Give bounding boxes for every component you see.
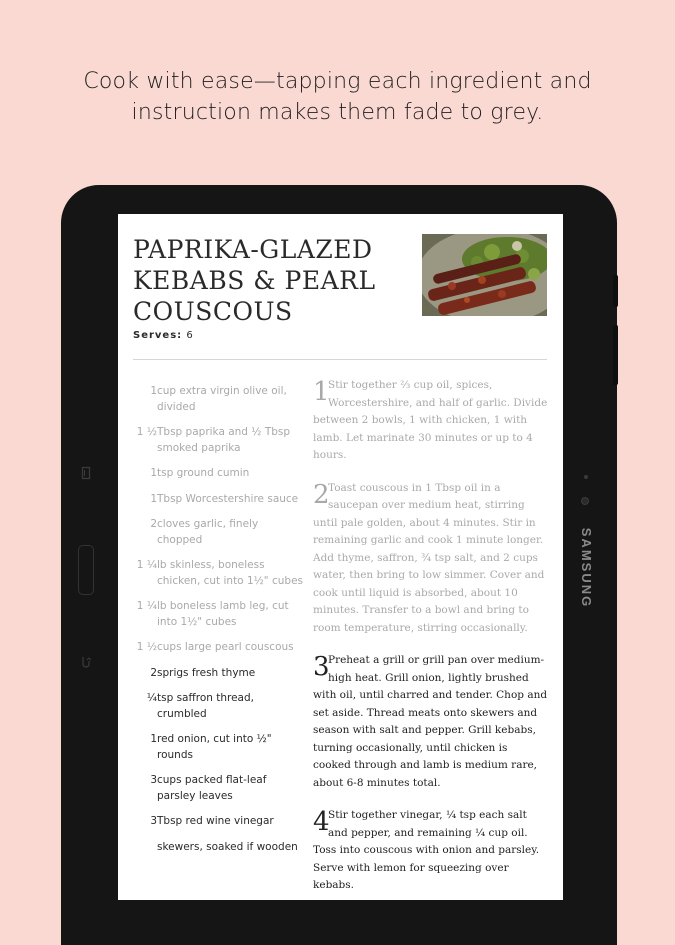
ingredient-item[interactable] bbox=[133, 732, 303, 763]
ingredient-qty: 2 bbox=[150, 666, 157, 679]
ingredient-text: cups large pearl couscous bbox=[157, 641, 294, 653]
recipe-title-line: COUSCOUS bbox=[133, 297, 293, 326]
instructions-list bbox=[313, 377, 548, 900]
ingredient-item[interactable] bbox=[133, 773, 303, 804]
promo-headline bbox=[0, 66, 675, 128]
header-divider bbox=[133, 359, 547, 360]
front-camera bbox=[581, 497, 589, 505]
instruction-step[interactable] bbox=[313, 377, 548, 465]
ingredient-item[interactable] bbox=[133, 666, 303, 682]
ingredient-item[interactable] bbox=[133, 814, 303, 830]
ingredient-item[interactable] bbox=[133, 691, 303, 722]
ingredient-text: skewers, soaked if wooden bbox=[157, 840, 298, 853]
step-text: Stir together ⅔ cup oil, spices, Worcestershire, and half of garlic. Divide between 2 bowls, 1 with chicken, 1 with lamb. Let marinate 30 minutes or up to 4 hours. bbox=[313, 379, 548, 461]
ingredient-text: Tbsp red wine vinegar bbox=[157, 815, 274, 827]
ingredient-text: tsp saffron thread, crumbled bbox=[157, 692, 254, 720]
serves-label: Serves: bbox=[133, 330, 183, 341]
step-number: 4 bbox=[313, 807, 330, 837]
ingredient-text: red onion, cut into ½" rounds bbox=[157, 733, 272, 761]
back-icon[interactable] bbox=[80, 655, 92, 669]
ingredient-text: sprigs fresh thyme bbox=[157, 666, 256, 679]
ingredient-text: Tbsp paprika and ½ Tbsp smoked paprika bbox=[157, 426, 291, 454]
volume-button bbox=[613, 275, 618, 307]
ingredient-qty: 1 ½ bbox=[136, 426, 157, 438]
ingredient-item[interactable] bbox=[133, 517, 303, 548]
recent-apps-icon[interactable] bbox=[81, 466, 91, 480]
recipe-screen bbox=[118, 214, 563, 900]
power-button bbox=[613, 325, 618, 385]
serves-info bbox=[133, 330, 194, 341]
recipe-photo bbox=[422, 234, 547, 316]
ingredient-item[interactable] bbox=[133, 599, 303, 630]
ingredient-text: cloves garlic, finely chopped bbox=[157, 518, 259, 546]
ingredient-qty: 1 ¼ bbox=[136, 559, 157, 571]
ingredient-qty: 1 ½ bbox=[136, 641, 157, 653]
recipe-title-line: KEBABS & PEARL bbox=[133, 266, 376, 295]
ingredient-text: lb skinless, boneless chicken, cut into 1½" cubes bbox=[157, 559, 303, 587]
ingredient-qty: 1 ¼ bbox=[136, 600, 157, 612]
ingredient-item[interactable] bbox=[133, 425, 303, 456]
instruction-step[interactable] bbox=[313, 652, 548, 792]
ingredient-qty: ¼ bbox=[146, 692, 157, 704]
recipe-title bbox=[133, 234, 403, 327]
ingredient-item[interactable] bbox=[133, 466, 303, 482]
home-button[interactable] bbox=[78, 545, 94, 595]
brand-logo: SAMSUNG bbox=[579, 527, 594, 609]
ingredient-item[interactable] bbox=[133, 384, 303, 415]
ingredient-text: lb boneless lamb leg, cut into 1½" cubes bbox=[157, 600, 289, 628]
ingredient-text: cup extra virgin olive oil, divided bbox=[157, 385, 287, 413]
serves-value: 6 bbox=[186, 330, 194, 341]
ingredient-qty: 1 bbox=[150, 467, 157, 479]
step-text: Toast couscous in 1 Tbsp oil in a saucepan over medium heat, stirring until pale golden, about 4 minutes. Stir in remaining garlic and cook 1 minute longer. Add thyme, saffron, ¾ tsp salt, and 2 cups water, then bring to low simmer. Cover and cook until liquid is absorbed, about 10 minutes. Transfer to a bowl and bring to room temperature, stirring occasionally. bbox=[313, 481, 545, 634]
instruction-step[interactable] bbox=[313, 480, 548, 638]
step-text: Preheat a grill or grill pan over medium-high heat. Grill onion, lightly brushed with oil, until charred and tender. Chop and set aside. Thread meats onto skewers and season with salt and pepper. Grill kebabs, turning occasionally, until chicken is cooked through and lamb is medium rare, about 6-8 minutes total. bbox=[313, 654, 548, 789]
promo-headline-line-2: instruction makes them fade to grey. bbox=[131, 100, 544, 125]
step-number: 2 bbox=[313, 479, 330, 510]
ingredient-text: cups packed flat-leaf parsley leaves bbox=[157, 774, 267, 802]
ingredient-qty: 1 bbox=[150, 733, 157, 745]
ingredient-item[interactable] bbox=[133, 558, 303, 589]
step-number: 1 bbox=[313, 377, 330, 407]
ingredient-item[interactable] bbox=[133, 492, 303, 508]
promo-headline-line-1: Cook with ease—tapping each ingredient and bbox=[83, 69, 592, 94]
step-text: Stir together vinegar, ¼ tsp each salt and pepper, and remaining ¼ cup oil. Toss into couscous with onion and parsley. Serve with lemon for squeezing over kebabs. bbox=[313, 809, 540, 891]
ingredient-item[interactable] bbox=[133, 840, 303, 856]
recipe-title-line: PAPRIKA-GLAZED bbox=[133, 235, 373, 264]
ingredient-qty: 3 bbox=[150, 815, 157, 827]
ingredient-text: Tbsp Worcestershire sauce bbox=[157, 492, 299, 505]
ingredient-qty: 3 bbox=[150, 774, 157, 786]
ingredient-qty: 2 bbox=[150, 518, 157, 530]
ingredient-item[interactable] bbox=[133, 640, 303, 656]
step-number: 3 bbox=[313, 652, 330, 682]
ingredient-text: tsp ground cumin bbox=[157, 467, 250, 479]
instruction-step[interactable] bbox=[313, 807, 548, 895]
light-sensor bbox=[584, 475, 588, 479]
ingredients-list bbox=[133, 384, 303, 865]
ingredient-qty: 1 bbox=[150, 492, 157, 505]
ingredient-qty: 1 bbox=[150, 385, 157, 397]
